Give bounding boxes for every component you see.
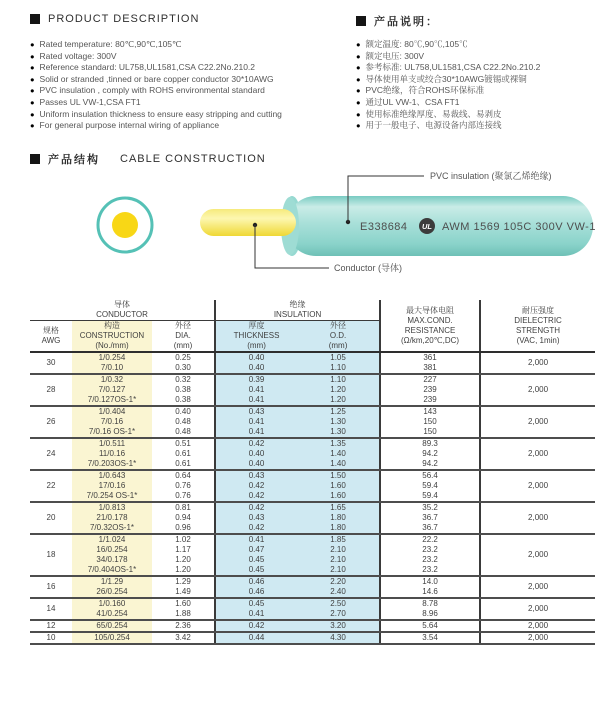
bullet-text: Passes UL VW-1,CSA FT1 — [39, 96, 141, 107]
cable-cross-section — [98, 198, 152, 252]
bullet-item — [356, 109, 603, 121]
cable-print-cert: E338684 — [360, 221, 408, 233]
insulation-group-header: 绝缘 INSULATION — [215, 300, 380, 321]
bullet-text: For general purpose internal wiring of appliance — [39, 120, 220, 131]
section-marker-icon — [30, 14, 40, 24]
resistance-cell: 35.2 36.7 36.7 — [380, 502, 480, 534]
resistance-cell: 56.4 59.4 59.4 — [380, 470, 480, 502]
construction-title-cn: 产品结构 — [48, 154, 100, 166]
od-cell: 1.85 2.10 2.10 2.10 — [297, 534, 380, 576]
dia-column-header: 外径 DIA. (mm) — [152, 321, 215, 353]
construction-cell: 1/0.643 17/0.16 7/0.254 OS-1* — [72, 470, 152, 502]
conductor-body — [200, 209, 296, 236]
cable-diagram — [0, 155, 603, 295]
bullet-item — [30, 120, 354, 132]
dia-cell: 3.42 — [152, 632, 215, 644]
conductor-group-header: 导体 CONDUCTOR — [30, 300, 215, 321]
dielectric-cell: 2,000 — [480, 502, 595, 534]
bullet-icon: ● — [356, 74, 361, 84]
dielectric-cell: 2,000 — [480, 374, 595, 406]
bullet-text: 额定电压: 300V — [365, 50, 425, 61]
od-cell: 1.25 1.30 1.30 — [297, 406, 380, 438]
bullet-icon: ● — [30, 121, 35, 131]
spec-table-row — [30, 470, 595, 502]
awg-cell: 28 — [30, 374, 72, 406]
construction-column-header: 构造 CONSTRUCTION (No./mm) — [72, 321, 152, 353]
dielectric-cell: 2,000 — [480, 620, 595, 632]
dielectric-cell: 2,000 — [480, 534, 595, 576]
dia-cell: 0.32 0.38 0.38 — [152, 374, 215, 406]
bullet-icon: ● — [356, 109, 361, 119]
awg-cell: 20 — [30, 502, 72, 534]
construction-cell: 1/0.404 7/0.16 7/0.16 OS-1* — [72, 406, 152, 438]
bullet-item — [30, 74, 354, 86]
bullet-item — [356, 51, 603, 63]
spec-table-row — [30, 598, 595, 620]
bullet-icon: ● — [30, 63, 35, 73]
spec-table-row — [30, 576, 595, 598]
spec-table-row — [30, 534, 595, 576]
dia-cell: 0.51 0.61 0.61 — [152, 438, 215, 470]
resistance-cell: 227 239 239 — [380, 374, 480, 406]
section-title-en: PRODUCT DESCRIPTION — [48, 13, 200, 25]
dielectric-cell: 2,000 — [480, 632, 595, 644]
dia-cell: 1.29 1.49 — [152, 576, 215, 598]
section-title-cn: 产品说明： — [374, 16, 439, 28]
thickness-column-header: 厚度 THICKNESS (mm) — [215, 321, 297, 353]
bullet-item — [356, 120, 603, 132]
dielectric-cell: 2,000 — [480, 598, 595, 620]
bullet-icon: ● — [30, 74, 35, 84]
construction-cell: 65/0.254 — [72, 620, 152, 632]
od-cell: 4.30 — [297, 632, 380, 644]
bullet-icon: ● — [30, 97, 35, 107]
bullet-item — [356, 62, 603, 74]
resistance-cell: 3.54 — [380, 632, 480, 644]
od-cell: 1.05 1.10 — [297, 352, 380, 374]
bullet-icon: ● — [356, 51, 361, 61]
dia-cell: 2.36 — [152, 620, 215, 632]
bullet-item — [30, 51, 354, 63]
construction-cell: 1/0.160 41/0.254 — [72, 598, 152, 620]
conductor-label: Conductor (导体) — [334, 263, 403, 273]
bullet-icon: ● — [30, 109, 35, 119]
spec-table — [30, 300, 595, 645]
dielectric-cell: 2,000 — [480, 352, 595, 374]
awg-cell: 30 — [30, 352, 72, 374]
od-cell: 1.35 1.40 1.40 — [297, 438, 380, 470]
thickness-cell: 0.39 0.41 0.41 — [215, 374, 297, 406]
thickness-cell: 0.42 — [215, 620, 297, 632]
construction-cell: 105/0.254 — [72, 632, 152, 644]
od-cell: 1.10 1.20 1.20 — [297, 374, 380, 406]
dielectric-cell: 2,000 — [480, 406, 595, 438]
thickness-cell: 0.46 0.46 — [215, 576, 297, 598]
cable-print-spec: AWM 1569 105C 300V VW-1 — [442, 221, 596, 233]
conductor-core — [112, 212, 138, 238]
od-cell: 2.50 2.70 — [297, 598, 380, 620]
thickness-cell: 0.43 0.41 0.41 — [215, 406, 297, 438]
ul-logo-icon — [419, 218, 435, 234]
awg-column-header: 规格 AWG — [30, 321, 72, 353]
bullet-item — [30, 97, 354, 109]
bullet-text: 通过UL VW-1、CSA FT1 — [365, 96, 460, 107]
thickness-cell: 0.42 0.43 0.42 — [215, 502, 297, 534]
bullet-text: Solid or stranded ,tinned or bare copper conductor 30*10AWG — [39, 73, 274, 84]
thickness-cell: 0.45 0.41 — [215, 598, 297, 620]
awg-cell: 14 — [30, 598, 72, 620]
dia-cell: 0.40 0.48 0.48 — [152, 406, 215, 438]
bullet-text: PVC绝缘，符合ROHS环保标准 — [365, 85, 485, 96]
bullet-text: PVC insulation , comply with ROHS environmental standard — [39, 85, 265, 96]
bullet-icon: ● — [356, 86, 361, 96]
resistance-column-header: 最大导体电阻 MAX.COND. RESISTANCE (Ω/km,20℃,DC) — [380, 300, 480, 352]
bullet-icon: ● — [356, 63, 361, 73]
resistance-cell: 361 381 — [380, 352, 480, 374]
awg-cell: 12 — [30, 620, 72, 632]
awg-cell: 18 — [30, 534, 72, 576]
od-cell: 1.65 1.80 1.80 — [297, 502, 380, 534]
dielectric-column-header: 耐压强度 DIELECTRIC STRENGTH (VAC, 1min) — [480, 300, 595, 352]
resistance-cell: 8.78 8.96 — [380, 598, 480, 620]
bullet-text: Rated temperature: 80℃,90℃,105℃ — [39, 39, 182, 49]
construction-cell: 1/0.813 21/0.178 7/0.32OS-1* — [72, 502, 152, 534]
bullet-text: 使用标准绝缘厚度、易裁线、易剥皮 — [365, 108, 502, 119]
bullet-text: Reference standard: UL758,UL1581,CSA C22.2No.210.2 — [39, 62, 256, 73]
bullet-item — [356, 74, 603, 86]
dia-cell: 1.60 1.88 — [152, 598, 215, 620]
section-marker-icon — [356, 16, 366, 26]
construction-title-en: CABLE CONSTRUCTION — [120, 153, 266, 165]
od-column-header: 外径 O.D. (mm) — [297, 321, 380, 353]
awg-cell: 22 — [30, 470, 72, 502]
spec-table-row — [30, 632, 595, 644]
dia-cell: 1.02 1.17 1.20 1.20 — [152, 534, 215, 576]
spec-table-row — [30, 406, 595, 438]
resistance-cell: 89.3 94.2 94.2 — [380, 438, 480, 470]
thickness-cell: 0.43 0.42 0.42 — [215, 470, 297, 502]
bullet-text: Rated voltage: 300V — [39, 50, 117, 61]
bullet-text: 用于一般电子、电源设备内部连接线 — [365, 120, 502, 131]
spec-table-row — [30, 374, 595, 406]
construction-cell: 1/1.024 16/0.254 34/0.178 7/0.404OS-1* — [72, 534, 152, 576]
thickness-cell: 0.42 0.40 0.40 — [215, 438, 297, 470]
bullet-item — [356, 85, 603, 97]
spec-table-row — [30, 620, 595, 632]
resistance-cell: 14.0 14.6 — [380, 576, 480, 598]
product-notes-list — [356, 39, 603, 132]
resistance-cell: 143 150 150 — [380, 406, 480, 438]
od-cell: 2.20 2.40 — [297, 576, 380, 598]
dia-cell: 0.64 0.76 0.76 — [152, 470, 215, 502]
bullet-text: 额定温度: 80℃,90℃,105℃ — [365, 39, 468, 49]
resistance-cell: 22.2 23.2 23.2 23.2 — [380, 534, 480, 576]
bullet-text: Uniform insulation thickness to ensure easy stripping and cutting — [39, 108, 282, 119]
bullet-icon: ● — [30, 86, 35, 96]
bullet-icon: ● — [30, 51, 35, 61]
bullet-icon: ● — [30, 40, 35, 49]
spec-table-row — [30, 438, 595, 470]
bullet-item — [30, 85, 354, 97]
dia-cell: 0.25 0.30 — [152, 352, 215, 374]
awg-cell: 26 — [30, 406, 72, 438]
product-description-list — [30, 39, 354, 132]
bullet-item — [356, 39, 603, 51]
awg-cell: 24 — [30, 438, 72, 470]
dielectric-cell: 2,000 — [480, 576, 595, 598]
construction-cell: 1/0.254 7/0.10 — [72, 352, 152, 374]
construction-cell: 1/1.29 26/0.254 — [72, 576, 152, 598]
svg-text:UL: UL — [422, 222, 432, 231]
bullet-item — [356, 97, 603, 109]
dielectric-cell: 2,000 — [480, 438, 595, 470]
bullet-icon: ● — [356, 97, 361, 107]
spec-table-row — [30, 352, 595, 374]
dielectric-cell: 2,000 — [480, 470, 595, 502]
thickness-cell: 0.41 0.47 0.45 0.45 — [215, 534, 297, 576]
bullet-text: 参考标准: UL758,UL1581,CSA C22.2No.210.2 — [365, 62, 541, 73]
od-cell: 1.50 1.60 1.60 — [297, 470, 380, 502]
od-cell: 3.20 — [297, 620, 380, 632]
product-description-heading — [30, 13, 199, 25]
bullet-icon: ● — [356, 121, 361, 131]
spec-table-row — [30, 502, 595, 534]
pvc-insulation-label: PVC insulation (聚氯乙烯绝缘) — [430, 171, 552, 181]
awg-cell: 16 — [30, 576, 72, 598]
cable-side-view — [200, 196, 596, 256]
thickness-cell: 0.40 0.40 — [215, 352, 297, 374]
construction-cell: 1/0.32 7/0.127 7/0.127OS-1* — [72, 374, 152, 406]
product-notes-heading — [356, 13, 439, 29]
construction-cell: 1/0.511 11/0.16 7/0.203OS-1* — [72, 438, 152, 470]
bullet-icon: ● — [356, 40, 361, 49]
bullet-item — [30, 109, 354, 121]
thickness-cell: 0.44 — [215, 632, 297, 644]
bullet-text: 导体使用单支或绞合30*10AWG镀锡或裸铜 — [365, 73, 527, 84]
bullet-item — [30, 39, 354, 51]
awg-cell: 10 — [30, 632, 72, 644]
resistance-cell: 5.64 — [380, 620, 480, 632]
bullet-item — [30, 62, 354, 74]
dia-cell: 0.81 0.94 0.96 — [152, 502, 215, 534]
